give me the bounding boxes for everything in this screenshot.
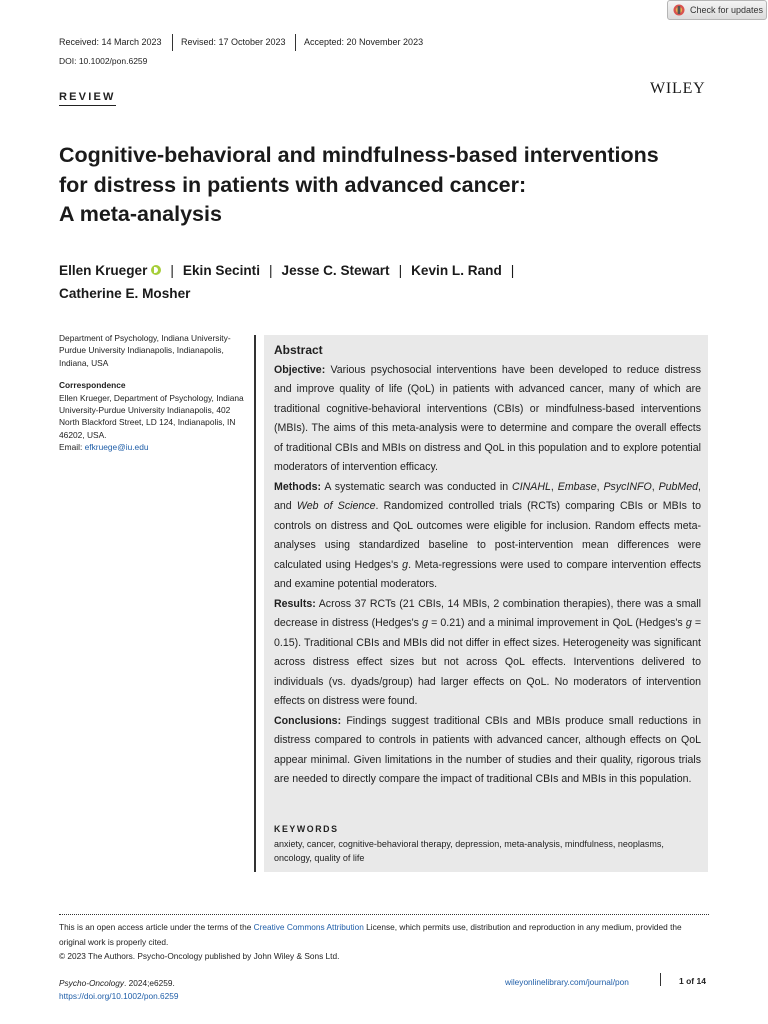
methods-text: . Randomized controlled trials (RCTs) comparing CBIs or MBIs to controls on distress and QoL outcomes were eligible for inclusion. Random effects meta-analyses using standardized baseline to post-intervention mean differences were calculated using Hedges's: [274, 500, 701, 571]
abstract-body: [274, 341, 701, 790]
methods-text: . Meta-regressions were used to compare intervention effects and examine potential moderators.: [274, 558, 701, 590]
author-name[interactable]: Jesse C. Stewart: [281, 263, 390, 278]
author-name[interactable]: Ellen Krueger: [59, 263, 148, 278]
email-label: Email:: [59, 442, 85, 453]
methods-text: ,: [596, 480, 604, 493]
accepted-date: Accepted: 20 November 2023: [304, 37, 424, 47]
journal-site-link[interactable]: wileyonlinelibrary.com/journal/pon: [505, 977, 629, 987]
check-for-updates-button[interactable]: [667, 0, 767, 20]
results-label: Results:: [274, 597, 316, 610]
methods-label: Methods:: [274, 480, 322, 493]
doi: DOI: 10.1002/pon.6259: [59, 56, 148, 66]
doi-link[interactable]: https://doi.org/10.1002/pon.6259: [59, 991, 179, 1001]
history-divider: [172, 34, 173, 51]
history-divider: [295, 34, 296, 51]
methods-text: ,: [550, 480, 558, 493]
results-text: = 0.21) and a minimal improvement in QoL (Hedges's: [427, 617, 686, 629]
cc-license-link[interactable]: Creative Commons Attribution: [253, 922, 364, 932]
license-notice: [59, 920, 709, 964]
database-name: PsycINFO: [603, 480, 652, 493]
database-name: Embase: [557, 480, 597, 493]
title-line: A meta-analysis: [59, 202, 222, 226]
footer-separator: [660, 973, 661, 986]
email-link[interactable]: efkruege@iu.edu: [84, 442, 149, 453]
affiliation-column: [59, 332, 249, 454]
footer-citation: [59, 977, 178, 1003]
article-type: REVIEW: [59, 91, 116, 106]
objective-label: Objective:: [274, 363, 326, 376]
title-line: for distress in patients with advanced cancer:: [59, 172, 527, 197]
database-name: PubMed: [658, 480, 699, 493]
hedges-g-symbol: g: [422, 617, 428, 629]
correspondence-heading: Correspondence: [59, 380, 126, 391]
publisher-logo: WILEY: [650, 80, 706, 97]
hedges-g-symbol: g: [402, 558, 409, 571]
author-name[interactable]: Kevin L. Rand: [411, 263, 502, 278]
author-separator: |: [170, 263, 174, 278]
license-text: License, which permits use, distribution and reproduction in any medium, provided the original work is properly cited.: [59, 922, 682, 947]
article-title: [59, 141, 719, 230]
affiliation: Department of Psychology, Indiana University-Purdue University Indianapolis, Indianapolis, Indiana, USA: [59, 333, 231, 368]
orcid-icon[interactable]: [151, 265, 161, 275]
title-line: Cognitive-behavioral and mindfulness-based interventions: [59, 143, 659, 167]
correspondence-text: Ellen Krueger, Department of Psychology, Indiana University-Purdue University Indianapolis, 402 North Blackford Street, LD 124, Indianapolis, IN 46202, USA.: [59, 392, 244, 440]
abstract-box: [264, 335, 708, 872]
keywords-heading: KEYWORDS: [274, 824, 339, 834]
citation-text: . 2024;e6259.: [124, 978, 175, 988]
results-text: Across 37 RCTs (21 CBIs, 14 MBIs, 2 combination therapies), there was a small decrease in distress (Hedges's: [274, 597, 701, 629]
revised-date: Revised: 17 October 2023: [181, 37, 286, 47]
objective-text: Various psychosocial interventions have been developed to reduce distress and improve quality of life (QoL) in patients with advanced cancer, many of which are traditional cognitive-behavioral interventions (CBIs) or mindfulness-based interventions (MBIs). The aims of this meta-analysis were to determine and compare the overall effects of traditional CBIs and MBIs on distress and QoL in this population and to explore potential moderators of intervention efficacy.: [274, 363, 701, 473]
footer-divider: [59, 914, 709, 915]
database-name: CINAHL: [512, 480, 551, 493]
journal-name: Psycho-Oncology: [59, 978, 125, 988]
received-date: Received: 14 March 2023: [59, 37, 162, 47]
hedges-g-symbol: g: [685, 617, 692, 629]
page-number: 1 of 14: [679, 976, 706, 986]
author-name[interactable]: Ekin Secinti: [182, 263, 260, 278]
author-separator: |: [268, 263, 273, 278]
license-text: This is an open access article under the terms of the: [59, 922, 254, 932]
conclusions-label: Conclusions:: [274, 714, 342, 727]
results-text: = 0.15). Traditional CBIs and MBIs did not differ in effect sizes. Heterogeneity was significant across distress effect sizes but not across QoL effects. Interventions delivered to individuals (vs. dyads/group) had larger effects on QoL. No moderators of intervention effects on distress were found.: [274, 617, 702, 707]
keywords-text: anxiety, cancer, cognitive-behavioral therapy, depression, meta-analysis, mindfulness, neoplasms, oncology, quality of life: [274, 839, 664, 863]
methods-text: A systematic search was conducted in: [324, 480, 513, 493]
conclusions-text: Findings suggest traditional CBIs and MBIs produce small reductions in distress compared to controls in patients with advanced cancer, although effects on QoL appear minimal. Given limitations in the number of studies and their quality, rigorous trials are needed to directly compare the impact of traditional CBIs and MBIs in this population.: [274, 714, 701, 785]
abstract-rule: [254, 335, 256, 872]
author-separator: |: [510, 263, 515, 278]
database-name: Web of Science: [296, 500, 376, 512]
author-name[interactable]: Catherine E. Mosher: [59, 286, 191, 301]
copyright: © 2023 The Authors. Psycho-Oncology published by John Wiley & Sons Ltd.: [59, 951, 340, 961]
methods-text: , and: [274, 480, 701, 512]
check-for-updates-label: Check for updates: [690, 5, 764, 15]
author-separator: |: [398, 263, 403, 278]
abstract-heading: Abstract: [274, 343, 323, 357]
crossmark-icon: [673, 4, 685, 16]
author-list: [59, 259, 709, 305]
methods-text: ,: [651, 480, 659, 493]
